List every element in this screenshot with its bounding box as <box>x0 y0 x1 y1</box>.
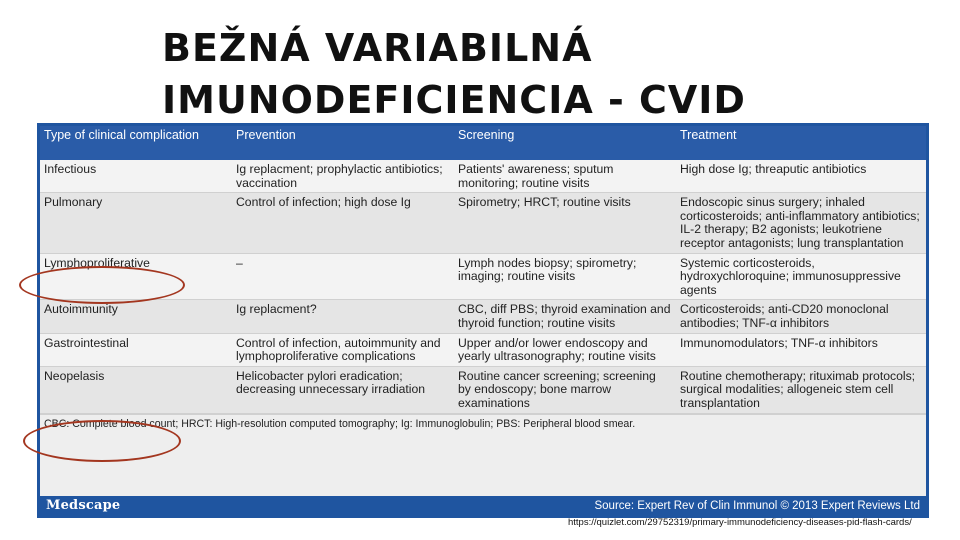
cell-type: Infectious <box>40 160 232 193</box>
header-prevention: Prevention <box>232 126 454 160</box>
cell-screening: Patients' awareness; sputum monitoring; routine visits <box>454 160 676 193</box>
cell-prevention: Ig replacment; prophylactic antibiotics; vaccination <box>232 160 454 193</box>
cell-type: Neopelasis <box>40 366 232 413</box>
header-screening: Screening <box>454 126 676 160</box>
cell-treatment: High dose Ig; threaputic antibiotics <box>676 160 926 193</box>
slide-title-line-2: IMUNODEFICIENCIA - CVID <box>162 78 746 122</box>
cell-type: Autoimmunity <box>40 300 232 333</box>
slide-title-line-1: BEŽNÁ VARIABILNÁ <box>162 26 593 70</box>
cell-prevention: Ig replacment? <box>232 300 454 333</box>
table-header-row <box>40 126 926 160</box>
cell-treatment: Routine chemotherapy; rituximab protocols; surgical modalities; allogeneic stem cell transplantation <box>676 366 926 413</box>
cell-treatment: Immunomodulators; TNF-α inhibitors <box>676 333 926 366</box>
cell-type: Lymphoproliferative <box>40 253 232 300</box>
header-treatment: Treatment <box>676 126 926 160</box>
cell-prevention: Control of infection; high dose Ig <box>232 193 454 253</box>
abbreviations-note: CBC: Complete blood count; HRCT: High-resolution computed tomography; Ig: Immunoglobulin; PBS: Peripheral blood smear. <box>40 414 926 433</box>
clinical-table-figure <box>37 123 929 518</box>
cell-treatment: Endoscopic sinus surgery; inhaled corticosteroids; anti-inflammatory antibiotics; IL-2 therapy; B2 agonists; leukotriene receptor antagonists; lung transplantation <box>676 193 926 253</box>
table-row <box>40 333 926 366</box>
figure-footer <box>40 496 926 515</box>
cell-screening: Spirometry; HRCT; routine visits <box>454 193 676 253</box>
highlight-circle-neopelasis <box>23 420 181 462</box>
cell-treatment: Systemic corticosteroids, hydroxychloroquine; immunosuppressive agents <box>676 253 926 300</box>
table-row <box>40 300 926 333</box>
slide-title <box>162 22 862 126</box>
source-credit: Source: Expert Rev of Clin Immunol © 2013 Expert Reviews Ltd <box>594 499 920 512</box>
cell-treatment: Corticosteroids; anti-CD20 monoclonal antibodies; TNF-α inhibitors <box>676 300 926 333</box>
table-row <box>40 366 926 413</box>
highlight-circle-lymphoproliferative <box>19 266 185 304</box>
medscape-logo: Medscape <box>46 498 121 513</box>
cell-prevention: – <box>232 253 454 300</box>
table-row <box>40 160 926 193</box>
cell-type: Pulmonary <box>40 193 232 253</box>
cell-type: Gastrointestinal <box>40 333 232 366</box>
cell-screening: Upper and/or lower endoscopy and yearly ultrasonography; routine visits <box>454 333 676 366</box>
cell-screening: CBC, diff PBS; thyroid examination and thyroid function; routine visits <box>454 300 676 333</box>
table-row <box>40 193 926 253</box>
cell-prevention: Helicobacter pylori eradication; decreasing unnecessary irradiation <box>232 366 454 413</box>
cell-prevention: Control of infection, autoimmunity and lymphoproliferative complications <box>232 333 454 366</box>
clinical-complications-table <box>40 126 926 414</box>
source-url[interactable]: https://quizlet.com/29752319/primary-immunodeficiency-diseases-pid-flash-cards/ <box>568 517 912 528</box>
header-type: Type of clinical complication <box>40 126 232 160</box>
cell-screening: Routine cancer screening; screening by endoscopy; bone marrow examinations <box>454 366 676 413</box>
cell-screening: Lymph nodes biopsy; spirometry; imaging; routine visits <box>454 253 676 300</box>
